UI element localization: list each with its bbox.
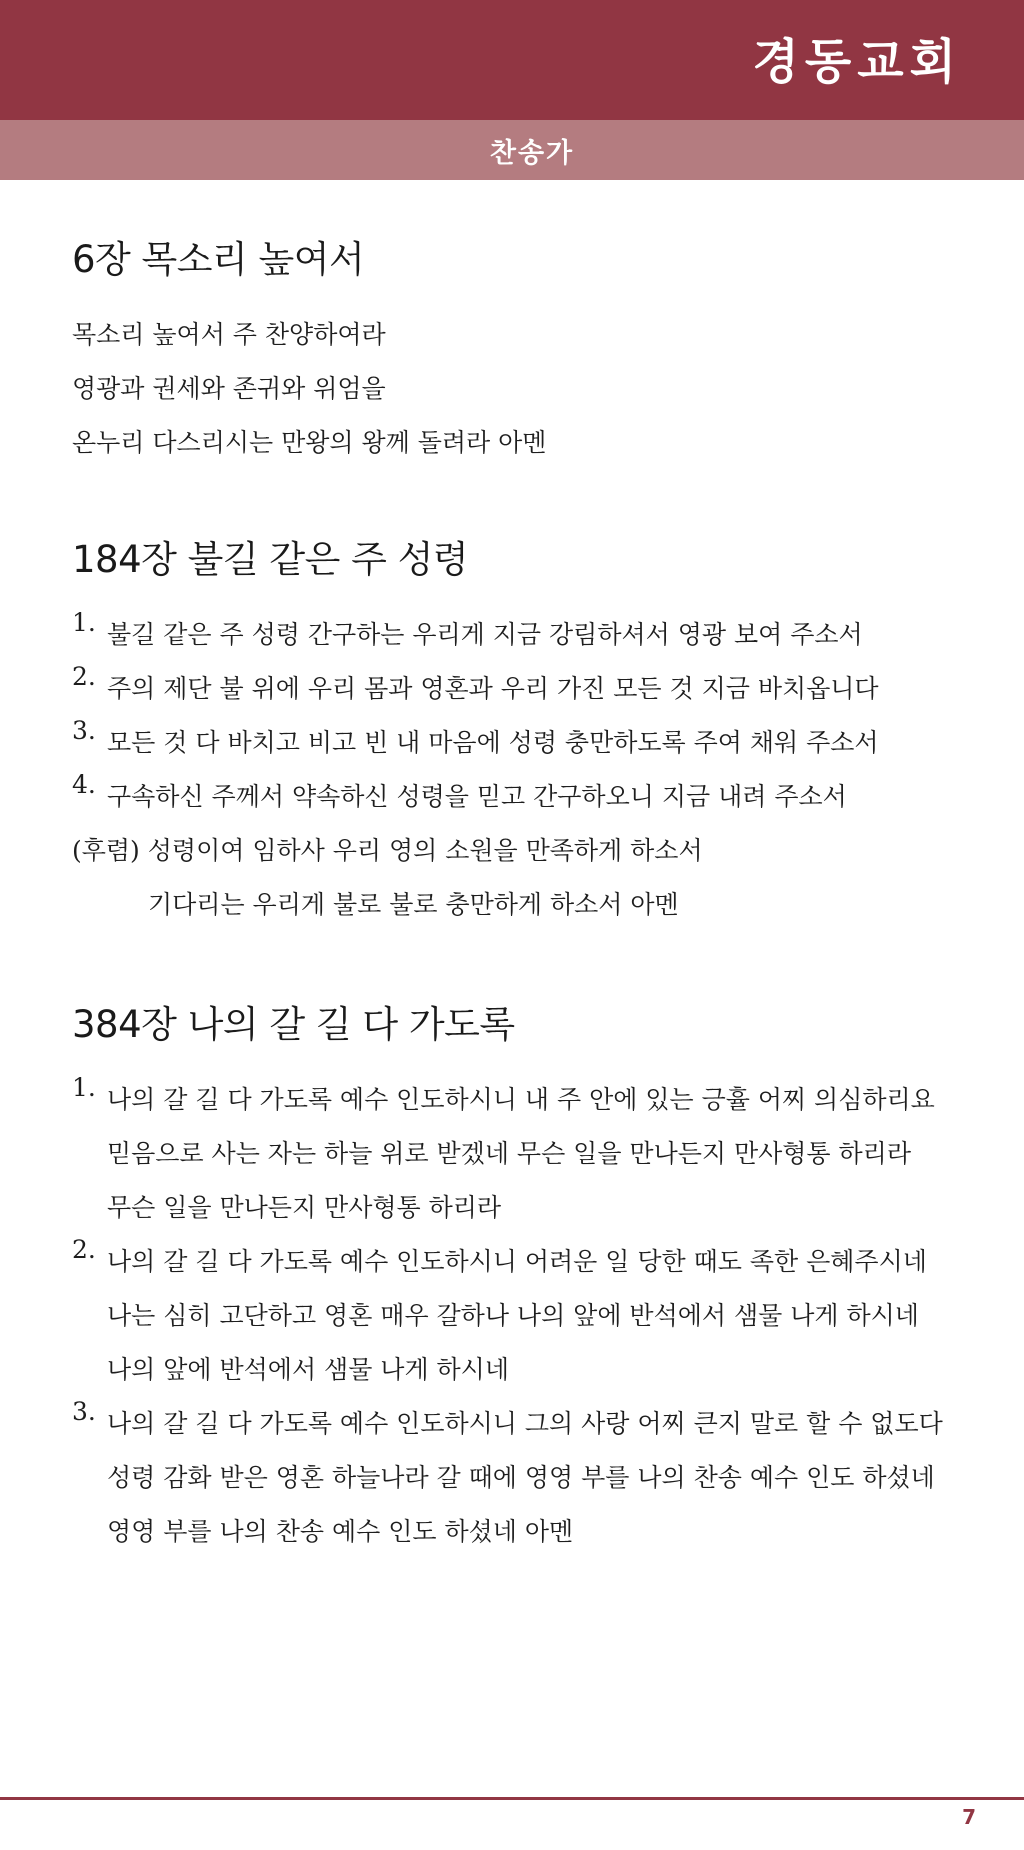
lyric-line: 나의 앞에 반석에서 샘물 나게 하시네 bbox=[107, 1355, 509, 1384]
hymn-6 bbox=[72, 230, 972, 470]
verse-number: 3. bbox=[72, 1397, 96, 1426]
lyric-line: 모든 것 다 바치고 비고 빈 내 마음에 성령 충만하도록 주여 채워 주소서 bbox=[107, 728, 879, 757]
chorus bbox=[72, 824, 972, 878]
verse bbox=[72, 1073, 972, 1235]
verse-number: 2. bbox=[72, 1235, 96, 1264]
lyric-line: 나는 심히 고단하고 영혼 매우 갈하나 나의 앞에 반석에서 샘물 나게 하시네 bbox=[107, 1301, 919, 1330]
verse bbox=[72, 1235, 972, 1397]
section-header bbox=[0, 120, 1024, 180]
footer-divider bbox=[0, 1797, 1024, 1800]
verse bbox=[72, 608, 972, 662]
verse bbox=[72, 716, 972, 770]
hymn-lyrics bbox=[72, 308, 972, 470]
lyric-line: 영광과 권세와 존귀와 위엄을 bbox=[72, 374, 386, 403]
hymn-title: 6장 목소리 높여서 bbox=[72, 238, 365, 281]
verse-number: 1. bbox=[72, 1073, 96, 1102]
lyric-line: 나의 갈 길 다 가도록 예수 인도하시니 어려운 일 당한 때도 족한 은혜주시네 bbox=[107, 1247, 927, 1276]
page-number: 7 bbox=[962, 1805, 976, 1829]
verse-number: 2. bbox=[72, 662, 96, 691]
verse bbox=[72, 662, 972, 716]
lyric-line: 기다리는 우리게 불로 불로 충만하게 하소서 아멘 bbox=[148, 890, 679, 919]
chorus-label: (후렴) bbox=[72, 836, 140, 865]
lyric-line: 불길 같은 주 성령 간구하는 우리게 지금 강림하셔서 영광 보여 주소서 bbox=[107, 620, 863, 649]
hymn-title: 384장 나의 갈 길 다 가도록 bbox=[72, 1003, 515, 1046]
lyric-line: 성령이여 임하사 우리 영의 소원을 만족하게 하소서 bbox=[147, 836, 703, 865]
church-logo: 경동교회 bbox=[752, 34, 962, 90]
verse bbox=[72, 1397, 972, 1559]
verse bbox=[72, 770, 972, 824]
hymn-lyrics bbox=[72, 1073, 972, 1559]
lyric-line: 목소리 높여서 주 찬양하여라 bbox=[72, 320, 386, 349]
lyric-line: 나의 갈 길 다 가도록 예수 인도하시니 그의 사랑 어찌 큰지 말로 할 수 없도다 bbox=[107, 1409, 943, 1438]
hymn-184 bbox=[72, 530, 972, 932]
verse-number: 3. bbox=[72, 716, 96, 745]
lyric-line: 온누리 다스리시는 만왕의 왕께 돌려라 아멘 bbox=[72, 428, 547, 457]
lyric-line: 무슨 일을 만나든지 만사형통 하리라 bbox=[107, 1193, 502, 1222]
lyric-line: 믿음으로 사는 자는 하늘 위로 받겠네 무슨 일을 만나든지 만사형통 하리라 bbox=[107, 1139, 911, 1168]
lyric-line: 나의 갈 길 다 가도록 예수 인도하시니 내 주 안에 있는 긍휼 어찌 의심하리요 bbox=[107, 1085, 935, 1114]
section-label: 찬송가 bbox=[489, 137, 575, 169]
header-bar bbox=[0, 0, 1024, 120]
hymn-lyrics bbox=[72, 608, 972, 932]
lyric-line: 구속하신 주께서 약속하신 성령을 믿고 간구하오니 지금 내려 주소서 bbox=[107, 782, 847, 811]
hymn-title: 184장 불길 같은 주 성령 bbox=[72, 538, 469, 581]
hymn-384 bbox=[72, 995, 972, 1559]
lyric-line: 영영 부를 나의 찬송 예수 인도 하셨네 아멘 bbox=[107, 1517, 574, 1546]
lyric-line: 성령 감화 받은 영혼 하늘나라 갈 때에 영영 부를 나의 찬송 예수 인도 하셨네 bbox=[107, 1463, 935, 1492]
verse-number: 4. bbox=[72, 770, 96, 799]
lyric-line: 주의 제단 불 위에 우리 몸과 영혼과 우리 가진 모든 것 지금 바치옵니다 bbox=[107, 674, 879, 703]
verse-number: 1. bbox=[72, 608, 96, 637]
